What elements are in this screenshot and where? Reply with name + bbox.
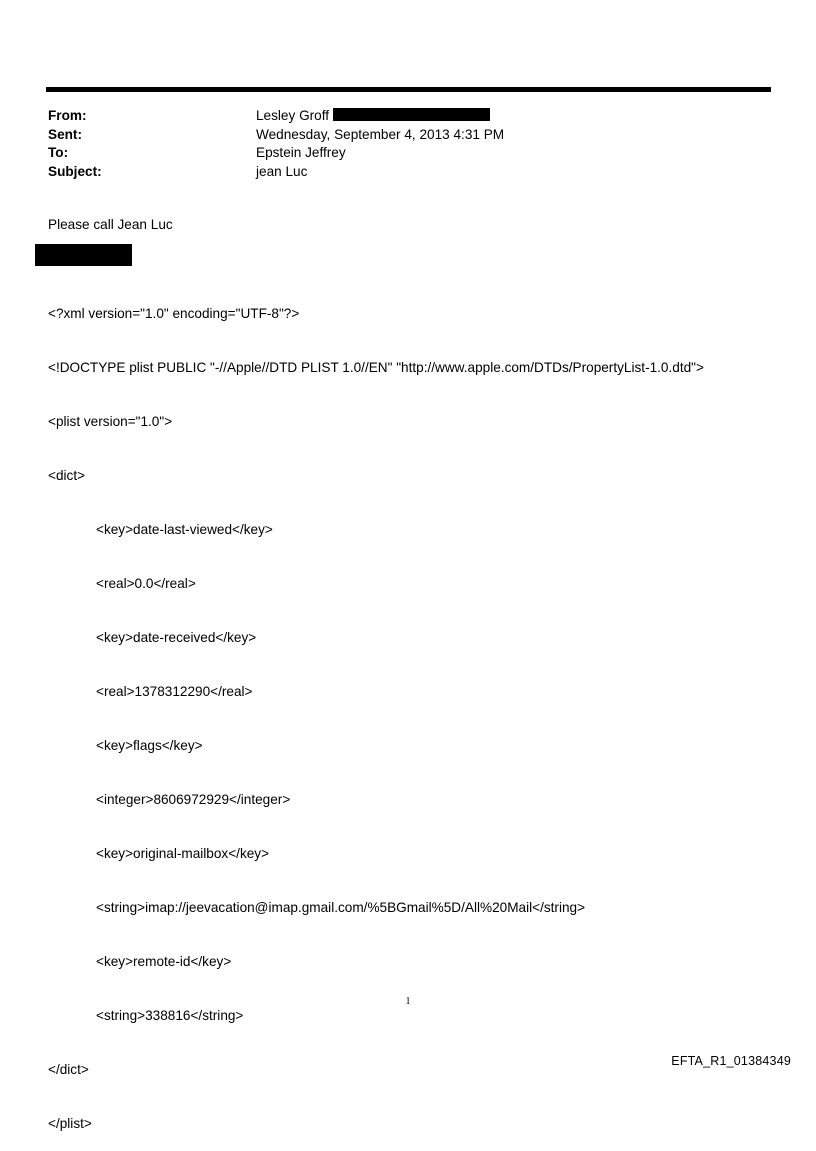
sent-value: Wednesday, September 4, 2013 4:31 PM xyxy=(256,126,505,142)
xml-line: <key>date-last-viewed</key> xyxy=(96,522,273,537)
to-row xyxy=(48,144,768,163)
xml-plist-block xyxy=(48,269,768,1151)
subject-row xyxy=(48,163,768,182)
to-value: Epstein Jeffrey xyxy=(256,145,346,160)
redaction-block xyxy=(35,244,132,266)
from-name: Lesley Groff xyxy=(256,108,330,123)
xml-line: <integer>8606972929</integer> xyxy=(96,792,291,807)
xml-line: <real>0.0</real> xyxy=(96,576,196,591)
bates-number: EFTA_R1_01384349 xyxy=(671,1054,791,1068)
xml-line: <!DOCTYPE plist PUBLIC "-//Apple//DTD PLIST 1.0//EN" "http://www.apple.com/DTDs/PropertyList-1.0.dtd"> xyxy=(48,360,704,375)
redaction-bar xyxy=(333,108,490,121)
to-label: To: xyxy=(48,145,69,160)
xml-line: <string>imap://jeevacation@imap.gmail.com/%5BGmail%5D/All%20Mail</string> xyxy=(96,900,586,915)
xml-line: <?xml version="1.0" encoding="UTF-8"?> xyxy=(48,306,300,321)
header-divider xyxy=(46,87,771,92)
xml-line: <key>remote-id</key> xyxy=(96,954,232,969)
xml-line: <key>original-mailbox</key> xyxy=(96,846,270,861)
xml-line: <key>flags</key> xyxy=(96,738,203,753)
page-number: 1 xyxy=(405,996,411,1007)
sent-label: Sent: xyxy=(48,126,82,142)
email-header xyxy=(48,107,768,181)
xml-line: </dict> xyxy=(48,1062,89,1077)
xml-line: <string>338816</string> xyxy=(96,1008,244,1023)
xml-line: <plist version="1.0"> xyxy=(48,414,173,429)
message-body: Please call Jean Luc xyxy=(48,217,173,232)
subject-value: jean Luc xyxy=(256,163,308,179)
from-value xyxy=(256,107,490,126)
from-label: From: xyxy=(48,108,87,123)
xml-line: </plist> xyxy=(48,1116,92,1131)
sent-row xyxy=(48,126,768,145)
from-row xyxy=(48,107,768,126)
xml-line: <dict> xyxy=(48,468,86,483)
xml-line: <key>date-received</key> xyxy=(96,630,257,645)
xml-line: <real>1378312290</real> xyxy=(96,684,253,699)
subject-label: Subject: xyxy=(48,163,102,179)
